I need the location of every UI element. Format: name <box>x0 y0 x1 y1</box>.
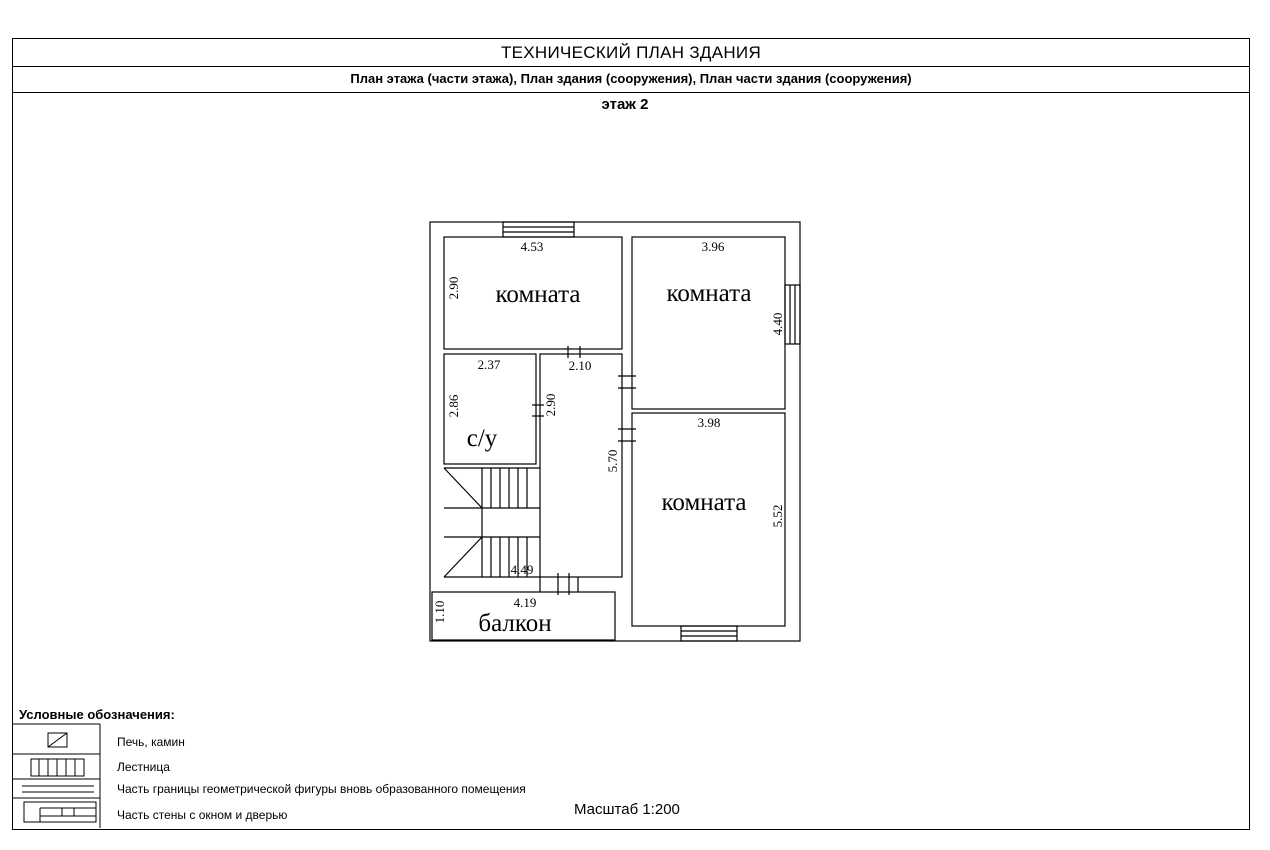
wall-window-door-symbol-icon <box>24 802 96 822</box>
corridor-bottom-label: 4.49 <box>510 562 534 577</box>
legend-item-wall: Часть стены с окном и дверью <box>117 808 288 822</box>
room3-width-label: 3.98 <box>697 415 721 430</box>
room2-height-label: 4.40 <box>770 312 785 336</box>
corridor-right-height-label: 5.70 <box>605 449 620 473</box>
scale-label: Масштаб 1:200 <box>574 801 680 818</box>
room2-width-label: 3.96 <box>701 239 725 254</box>
balcony-width-label: 4.19 <box>513 595 537 610</box>
stove-symbol-icon <box>48 733 67 747</box>
room2-outline <box>632 237 785 409</box>
room2-name: комната <box>666 280 752 307</box>
room1-height-label: 2.90 <box>446 276 461 300</box>
corridor-width-label: 2.10 <box>568 358 592 373</box>
boundary-symbol-icon <box>22 786 94 792</box>
room3-name: комната <box>661 489 747 516</box>
legend-item-staircase: Лестница <box>117 760 170 774</box>
window-top <box>503 222 574 237</box>
door-marks <box>532 346 636 595</box>
room1-width-label: 4.53 <box>520 239 544 254</box>
document-subtitle: План этажа (части этажа), План здания (сооружения), План части здания (сооружения) <box>350 71 912 86</box>
document-title: ТЕХНИЧЕСКИЙ ПЛАН ЗДАНИЯ <box>500 43 762 62</box>
staircase <box>444 468 540 577</box>
room1-name: комната <box>495 281 581 308</box>
window-bottom <box>681 626 737 641</box>
legend-item-stove: Печь, камин <box>117 735 185 749</box>
legend-item-boundary: Часть границы геометрической фигуры вновь образованного помещения <box>117 782 526 796</box>
staircase-symbol-icon <box>31 759 84 776</box>
wc-height-label: 2.86 <box>446 394 461 418</box>
wc-name: с/у <box>466 425 498 452</box>
balcony-name: балкон <box>478 610 552 637</box>
window-right <box>785 285 800 344</box>
balcony-height-label: 1.10 <box>432 600 447 624</box>
floor-label: этаж 2 <box>601 96 649 113</box>
corridor-left-height-label: 2.90 <box>543 393 558 417</box>
room3-outline <box>632 413 785 626</box>
wc-width-label: 2.37 <box>477 357 501 372</box>
legend-title: Условные обозначения: <box>19 707 175 722</box>
room3-height-label: 5.52 <box>770 504 785 528</box>
